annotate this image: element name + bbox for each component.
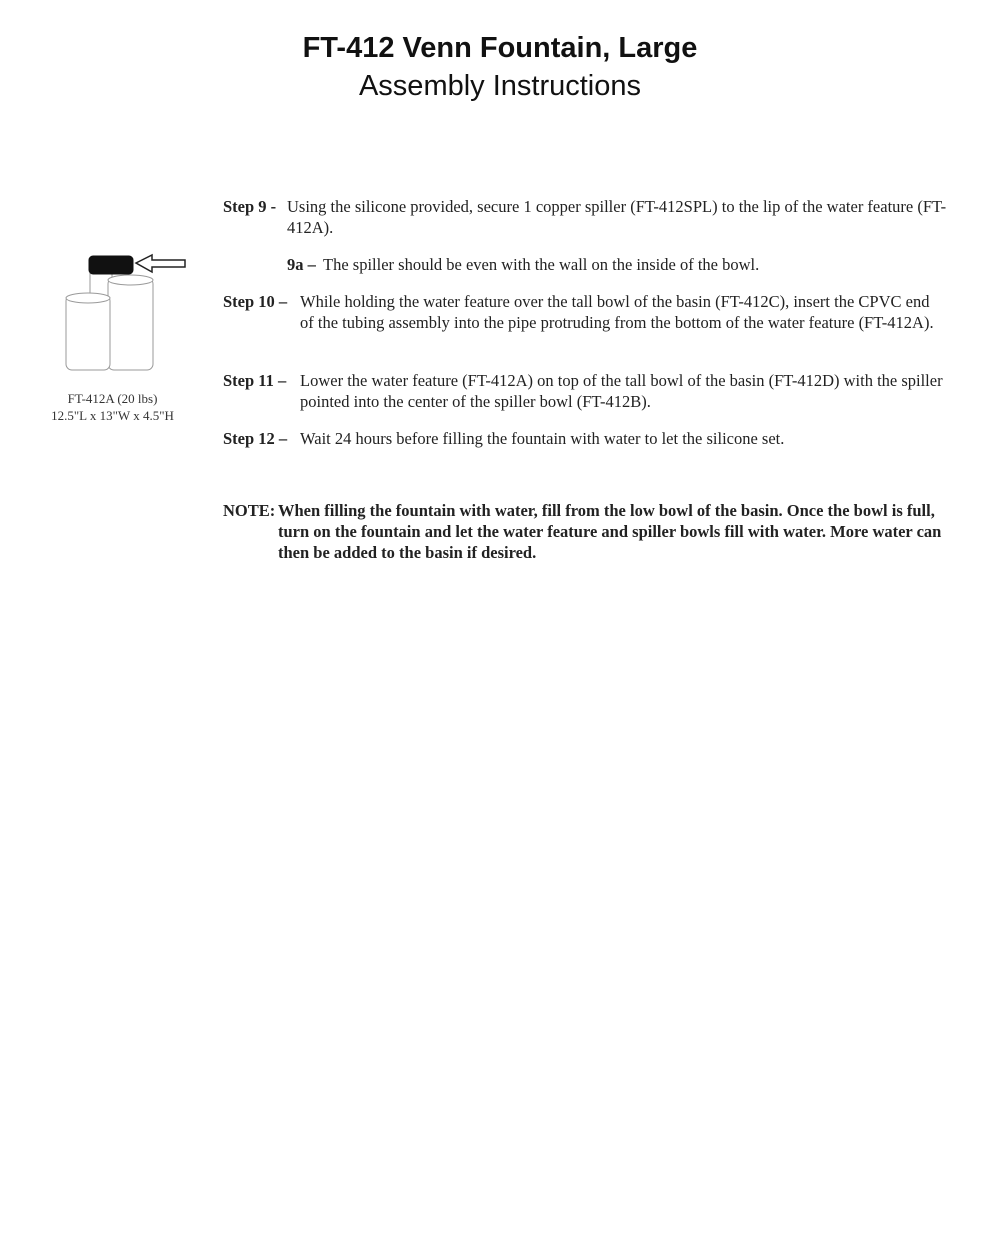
step-label: Step 12 – (223, 429, 288, 448)
step-label: 9a – (287, 255, 316, 274)
page-title: FT-412 Venn Fountain, Large (302, 32, 698, 64)
figure-caption-dimensions: 12.5"L x 13"W x 4.5"H (51, 408, 174, 423)
figure-caption (30, 390, 195, 424)
step-label: Step 9 - (223, 197, 277, 216)
fountain-diagram-icon (60, 250, 190, 380)
figure-caption-model: FT-412A (20 lbs) (67, 391, 158, 406)
step-label: Step 11 – (223, 371, 287, 390)
note-label: NOTE: (223, 501, 276, 520)
step-text: While holding the water feature over the tall bowl of the basin (FT-412C), insert the CPVC end of the tubing assembly into the pipe protruding from the bottom of the water feature (FT-412A). (300, 292, 934, 332)
step-text: Wait 24 hours before filling the fountain with water to let the silicone set. (300, 429, 785, 448)
step-text: Using the silicone provided, secure 1 copper spiller (FT-412SPL) to the lip of the water feature (FT-412A). (287, 197, 947, 237)
step-label: Step 10 – (223, 292, 288, 311)
page-subtitle: Assembly Instructions (358, 70, 642, 102)
note-text: When filling the fountain with water, fill from the low bowl of the basin. Once the bowl is full, turn on the fountain and let the water feature and spiller bowls fill with water. More water can then be added to the basin if desired. (278, 501, 942, 562)
step-text: The spiller should be even with the wall on the inside of the bowl. (323, 255, 760, 274)
step-text: Lower the water feature (FT-412A) on top of the tall bowl of the basin (FT-412D) with the spiller pointed into the center of the spiller bowl (FT-412B). (300, 371, 943, 411)
